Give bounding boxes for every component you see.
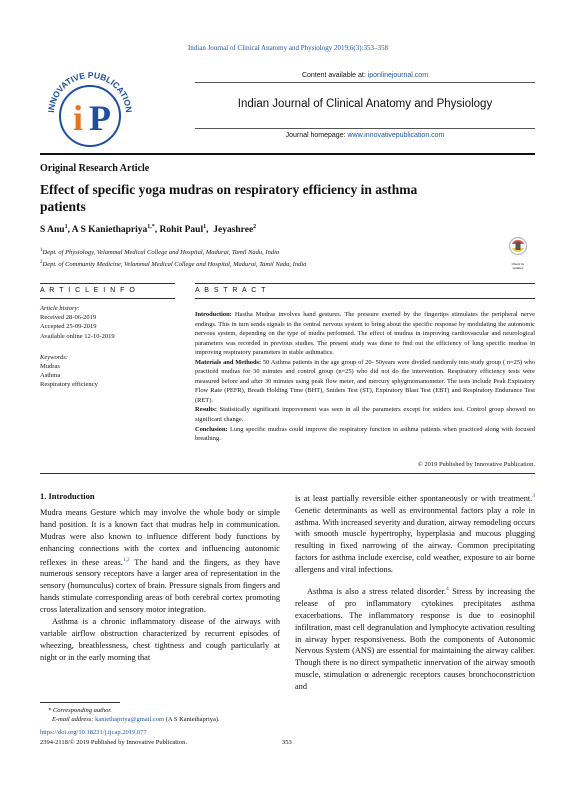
- author-name: S Anu: [40, 225, 65, 236]
- footnote: [40, 706, 300, 724]
- keyword: Respiratory efficiency: [40, 381, 98, 389]
- author-name: Rohit Paul: [159, 225, 204, 236]
- svg-text:INNOVATIVE PUBLICATION: INNOVATIVE PUBLICATION: [46, 70, 135, 114]
- journal-title: Indian Journal of Clinical Anatomy and Physiology: [237, 98, 493, 110]
- publisher-logo: [40, 70, 140, 148]
- citation-link[interactable]: 4: [446, 586, 449, 593]
- homepage-prefix: Journal homepage:: [285, 132, 348, 139]
- author-list: S Anu$^1$, A S Kaniethapriya$^{1,*}$, Rohit Paul$^1$, Jeyashree$^2$: [40, 224, 257, 236]
- crossmark-icon: [506, 236, 530, 262]
- section-heading: 1. Introduction: [40, 491, 95, 501]
- paragraph: Asthma is a chronic inflammatory disease of the airways with variable airflow obstruction characterized by recurrent episodes of wheezing, breathlessness, chest tightness and cough particularly at night or in the early morning that: [40, 616, 280, 662]
- divider: [40, 283, 175, 284]
- body-left-column: [40, 491, 280, 663]
- author-sup: 1: [203, 224, 207, 230]
- abstract-results: Results: Statistically significant improvement was seen in all the parameters except for sniders test. Control group showed no significant change.: [195, 406, 535, 424]
- header-rule: [40, 153, 535, 155]
- keywords-label: Keywords:: [40, 353, 68, 361]
- journal-homepage: [195, 132, 535, 139]
- paragraph: Mudra means Gesture which may involve the whole body or simple hand position. It is a known fact that mudras help in communication. Mudras were also known to influence different body functions by enhancing connections with the cortex and influencing autonomic reflexes in these areas.$^{1,2}$ The hand and the fingers, as they have numerous sensory receptors have a larger area of representation in the sensory (homunculus) cortex of brain. Pressure signals from fingers and hands stimulate corresponding areas of both cerebral cortex promoting cross lateralization and sensory motor integration.: [40, 507, 280, 614]
- page-number: 353: [282, 739, 292, 746]
- accepted-date: Accepted 25-09-2019: [40, 323, 97, 331]
- corresponding-note: * Corresponding author.: [48, 707, 112, 714]
- available-link[interactable]: iponlinejournal.com: [367, 72, 429, 79]
- homepage-link[interactable]: www.innovativepublication.com: [347, 132, 445, 139]
- crossmark-label: Check for updates: [511, 262, 525, 270]
- article-info: [40, 304, 175, 390]
- innovative-publication-logo-icon: [40, 70, 140, 148]
- citation-link[interactable]: 1,2: [122, 556, 130, 563]
- history-label: Article history:: [40, 305, 80, 312]
- abstract-body: [195, 310, 535, 444]
- paragraph: Asthma is also a stress related disorder.$^4$ Stress by increasing the release of pro inflammatory cytokines precipitates asthma exacerbations. The inflammatory response is due to eosinophil infiltration, mast cell degranulation and lymphocyte activation resulting in airway hyper responsiveness. Both the components of Autonomic Nervous System (ANS) are essential for maintaining the airway caliber. Though there is no direct sympathetic innervation of the airway smooth muscle, stimulation α adrenergic receptors causes bronchoconstriction and: [295, 586, 535, 692]
- online-date: Available online 12-10-2019: [40, 332, 115, 340]
- svg-text:P: P: [89, 98, 111, 138]
- abstract-heading: A B S T R A C T: [195, 287, 267, 294]
- article-title: Effect of specific yoga mudras on respiratory efficiency in asthma patients: [40, 182, 418, 214]
- affiliations: [40, 246, 306, 270]
- keyword: Asthma: [40, 372, 61, 380]
- affiliation: $^2$Dept. of Community Medicine, Velammal Medical College and Hospital, Madurai, Tamil Nadu, India: [40, 260, 307, 269]
- author-sup: 2: [253, 224, 257, 230]
- abstract-conclusion: Conclusion: Lung specific mudras could improve the respiratory function in asthma patients when practiced along with focused breathing.: [195, 425, 535, 443]
- received-date: Received 28-06-2019: [40, 314, 97, 322]
- affiliation: $^1$Dept. of Physiology, Velammal Medical College and Hospital, Madurai, Tamil Nadu, India: [40, 248, 280, 257]
- running-header: Indian Journal of Clinical Anatomy and Physiology 2019;6(3):353–358: [187, 44, 389, 52]
- header-divider: [195, 82, 535, 83]
- author-name: A S Kaniethapriya: [71, 225, 148, 236]
- abstract-methods: Materials and Methods: 50 Asthma patients in the age group of 20- 50years were divided randomly into study group ( n=25) who practiced mudras for 30 minutes and control group (n=25) who did not do the intervention. Respiratory efficiency tests were measured before and after 30 minutes using peak flow meter, and mercury sphygmomanometer. The tests include Peak Expiratory Flow Rate (PEFR), Breath Holding Time (BHT), Sniders Test (ST), Expiratory Blast Test (EBT) and Respiratory Endurance Test (RET).: [195, 358, 535, 404]
- available-prefix: Content available at:: [301, 72, 368, 79]
- email-note: E-mail address: kaniethapriya@gmail.com (A S Kaniethapriya).: [52, 716, 220, 723]
- keyword: Mudras: [40, 363, 60, 371]
- header-divider: [195, 128, 535, 129]
- divider: [195, 298, 535, 299]
- doi-link[interactable]: https://doi.org/10.18231/j.ijcap.2019.077: [40, 729, 147, 736]
- footnote-rule: [40, 702, 120, 703]
- email-link[interactable]: kaniethapriya@gmail.com: [95, 716, 165, 723]
- crossmark-badge[interactable]: [506, 236, 530, 270]
- paragraph: is at least partially reversible either spontaneously or with treatment.$^3$ Genetic determinants as well as environmental factors play a role in asthma. With increased severity and duration, airway remodeling occurs with smooth muscle hypertrophy, hyperplasia and mucous plugging resulting in fixed narrowing of the airway. Common precipitating factors for asthma include exercise, cold weather, exposure to air borne allergens and viral infections.: [295, 493, 535, 575]
- author-sup: 1,*: [147, 224, 155, 230]
- citation-link[interactable]: 3: [532, 493, 535, 499]
- issn-line: 2394-2118/© 2019 Published by Innovative Publication.: [40, 739, 187, 746]
- available-at: [195, 72, 535, 79]
- copyright-line: © 2019 Published by Innovative Publication.: [417, 461, 535, 468]
- divider: [195, 283, 535, 284]
- divider: [40, 473, 535, 474]
- divider: [40, 298, 175, 299]
- author-name: Jeyashree: [213, 225, 254, 236]
- article-type: Original Research Article: [40, 163, 150, 174]
- svg-text:i: i: [72, 98, 84, 138]
- article-info-heading: A R T I C L E I N F O: [40, 287, 137, 294]
- abstract-introduction: Introduction: Hastha Mudras involves hand gestures. The pressure exerted by the fingertips stimulates the peripheral nerve endings. This in turn sends signals to the central nervous system to bring about the specific response by modulating the autonomic nervous system, depending on the type of mudra performed. The effect of mudras in improving cardiovascular and neurological parameters was recorded in previous studies. The present study was done to find out the efficiency of lung specific mudras in improving respiratory parameters in stable asthmatics.: [195, 311, 535, 357]
- author-sup: 1: [64, 224, 68, 230]
- body-right-column: [295, 491, 535, 693]
